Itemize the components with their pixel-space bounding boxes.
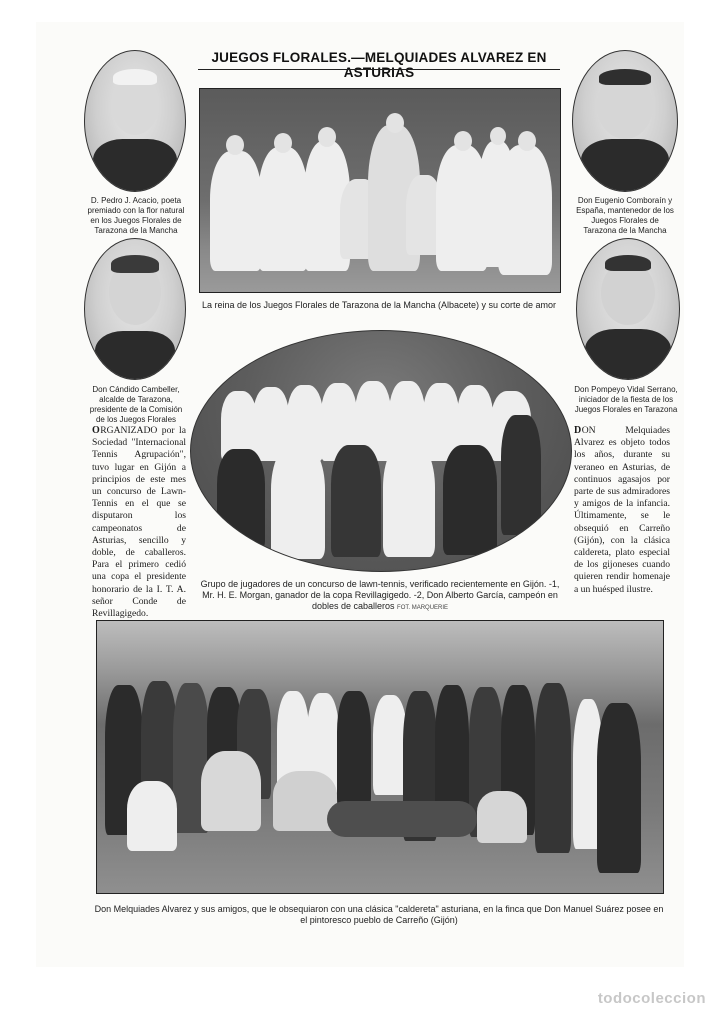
portrait-hair — [599, 69, 651, 85]
figure-head — [274, 133, 292, 153]
caption-portrait-acacio: D. Pedro J. Acacio, poeta premiado con la flor natural en los Juegos Florales de Tarazona de la Mancha — [87, 196, 185, 235]
figure-dark — [535, 683, 571, 853]
caption-banquet-group: Don Melquiades Alvarez y sus amigos, que le obsequiaron con una clásica "caldereta" asturiana, en la finca que Don Manuel Suárez posee en el pintoresco pueblo de Carreño (Gijón) — [94, 904, 664, 925]
figure-head — [386, 113, 404, 133]
photo-queen-court — [199, 88, 561, 293]
portrait-suit — [585, 329, 671, 380]
figure-dark — [443, 445, 497, 555]
figure-dark — [327, 801, 477, 837]
portrait-hair — [605, 255, 651, 271]
portrait-vidal — [576, 238, 680, 380]
caption-tennis-group — [200, 579, 560, 614]
watermark: todocoleccion — [597, 990, 706, 1007]
photo-tennis-group — [190, 330, 572, 572]
figure — [258, 147, 308, 271]
caption-portrait-comborain: Don Eugenio Comboraín y España, mantenedor de los Juegos Florales de Tarazona de la Mancha — [576, 196, 674, 235]
caption-tennis-text: Grupo de jugadores de un concurso de lawn-tennis, verificado recientemente en Gijón. -1, Mr. H. E. Morgan, ganador de la copa Revillagigedo. -2, Don Alberto García, campeón en dobles de caballeros — [200, 579, 560, 611]
figure-dark — [337, 691, 371, 807]
figure — [373, 695, 407, 795]
portrait-cambeller — [84, 238, 186, 380]
portrait-suit — [95, 331, 175, 380]
portrait-suit — [93, 139, 177, 192]
title-rule — [198, 69, 560, 70]
caption-portrait-cambeller: Don Cándido Cambeller, alcalde de Tarazona, presidente de la Comisión de los Juegos Florales — [89, 385, 183, 424]
figure-dark — [331, 445, 381, 557]
article-melquiades-dropcap: D — [574, 425, 582, 436]
figure-head — [490, 127, 506, 145]
photo-credit: FOT. MARQUERIE — [397, 605, 449, 611]
figure — [201, 751, 261, 831]
figure — [127, 781, 177, 851]
article-tennis-body: RGANIZADO por la Sociedad "Internacional Tennis Agrupación", tuvo lugar en Gijón a principios de este mes un concurso de Lawn-Tennis en el que se disputaron los campeonatos de Asturias, sencillo y doble, de caballeros. Para el primero cedió una copa el presidente honorario de la I. T. A. señor Conde de Revillagigedo. — [92, 425, 186, 620]
caption-queen-court: La reina de los Juegos Florales de Tarazona de la Mancha (Albacete) y su corte de amor — [201, 300, 557, 310]
figure-dark — [217, 449, 265, 549]
portrait-suit — [581, 139, 669, 192]
figure-head — [226, 135, 244, 155]
article-tennis-dropcap: O — [92, 425, 101, 436]
portrait-acacio — [84, 50, 186, 192]
article-melquiades — [574, 425, 670, 596]
page-title: JUEGOS FLORALES.—MELQUIADES ALVAREZ EN ASTURIAS — [211, 50, 547, 80]
portrait-hair — [111, 255, 159, 273]
figure-head — [454, 131, 472, 151]
figure-dark — [597, 703, 641, 873]
figure — [210, 151, 262, 271]
figure — [498, 145, 552, 275]
article-melquiades-body: ON Melquiades Alvarez es objeto todos los años, durante su veraneo en Asturias, de continuos agasajos por parte de sus admiradores y amigos de la infancia. Últimamente, se le obsequió en Carreño (Gijón), con la clásica caldereta, plato especial de los gijoneses cuando quieren rendir homenaje a un huésped ilustre. — [574, 425, 670, 595]
portrait-comborain — [572, 50, 678, 192]
figure-dark — [501, 415, 541, 535]
figure — [383, 441, 435, 557]
article-tennis — [92, 425, 186, 620]
photo-banquet-group — [96, 620, 664, 894]
figure — [477, 791, 527, 843]
figure-head — [518, 131, 536, 151]
figure — [271, 443, 325, 559]
portrait-hair — [113, 69, 157, 85]
figure-head — [318, 127, 336, 147]
caption-portrait-vidal: Don Pompeyo Vidal Serrano, iniciador de la fiesta de los Juegos Florales en Tarazona — [574, 385, 678, 414]
